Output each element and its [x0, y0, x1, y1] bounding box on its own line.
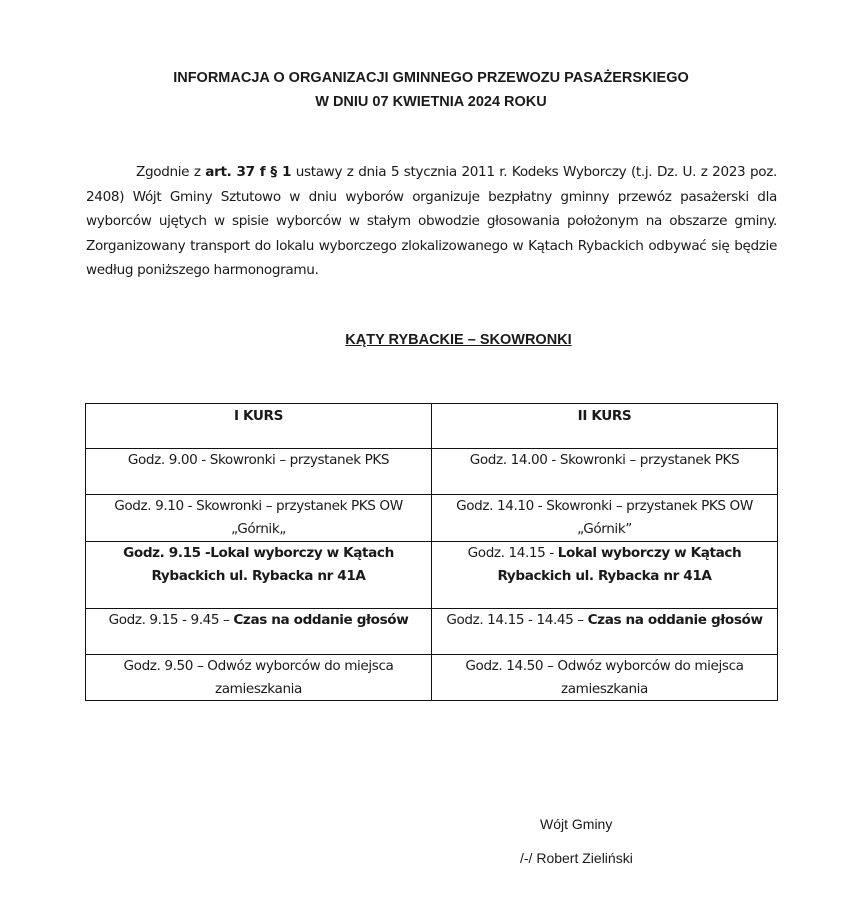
header-course-1: I KURS [86, 404, 432, 449]
header-course-2: II KURS [432, 404, 778, 449]
table-cell: Godz. 14.15 - Lokal wyborczy w Kątach Rybackich ul. Rybacka nr 41A [432, 542, 778, 609]
table-cell: Godz. 14.10 - Skowronki – przystanek PKS OW „Górnik” [432, 495, 778, 542]
table-cell: Godz. 9.00 - Skowronki – przystanek PKS [86, 449, 432, 495]
schedule-table [85, 403, 778, 701]
table-cell: Godz. 9.10 - Skowronki – przystanek PKS OW „Górnik„ [86, 495, 432, 542]
document-title-line1: INFORMACJA O ORGANIZACJI GMINNEGO PRZEWOZU PASAŻERSKIEGO [173, 70, 689, 86]
paragraph-legal-reference: art. 37 f § 1 [205, 164, 292, 180]
intro-paragraph [86, 160, 777, 283]
table-cell: Godz. 9.50 – Odwóz wyborców do miejsca zamieszkania [86, 655, 432, 701]
table-row [86, 495, 778, 542]
table-row [86, 542, 778, 609]
paragraph-text-start: Zgodnie z [136, 164, 206, 180]
table-row [86, 449, 778, 495]
document-title-line2: W DNIU 07 KWIETNIA 2024 ROKU [315, 94, 547, 110]
table-row [86, 655, 778, 701]
route-title: KĄTY RYBACKIE – SKOWRONKI [345, 332, 572, 348]
signature-name: /-/ Robert Zieliński [520, 850, 633, 866]
table-cell: Godz. 14.50 – Odwóz wyborców do miejsca zamieszkania [432, 655, 778, 701]
table-cell: Godz. 14.00 - Skowronki – przystanek PKS [432, 449, 778, 495]
table-cell: Godz. 9.15 - 9.45 – Czas na oddanie głosów [86, 609, 432, 655]
paragraph-text-rest: ustawy z dnia 5 stycznia 2011 r. Kodeks Wyborczy (t.j. Dz. U. z 2023 poz. 2408) Wójt Gminy Sztutowo w dniu wyborów organizuje bezpłatny gminny przewóz pasażerski dla wyborców ujętych w spisie wyborców w stałym obwodzie głosowania położonym na obszarze gminy. Zorganizowany transport do lokalu wyborczego zlokalizowanego w Kątach Rybackich odbywać się będzie według poniższego harmonogramu. [86, 164, 777, 278]
table-cell: Godz. 14.15 - 14.45 – Czas na oddanie głosów [432, 609, 778, 655]
signature-role: Wójt Gminy [540, 816, 613, 832]
table-row [86, 609, 778, 655]
table-header-row [86, 404, 778, 449]
table-cell: Godz. 9.15 -Lokal wyborczy w Kątach Rybackich ul. Rybacka nr 41A [86, 542, 432, 609]
